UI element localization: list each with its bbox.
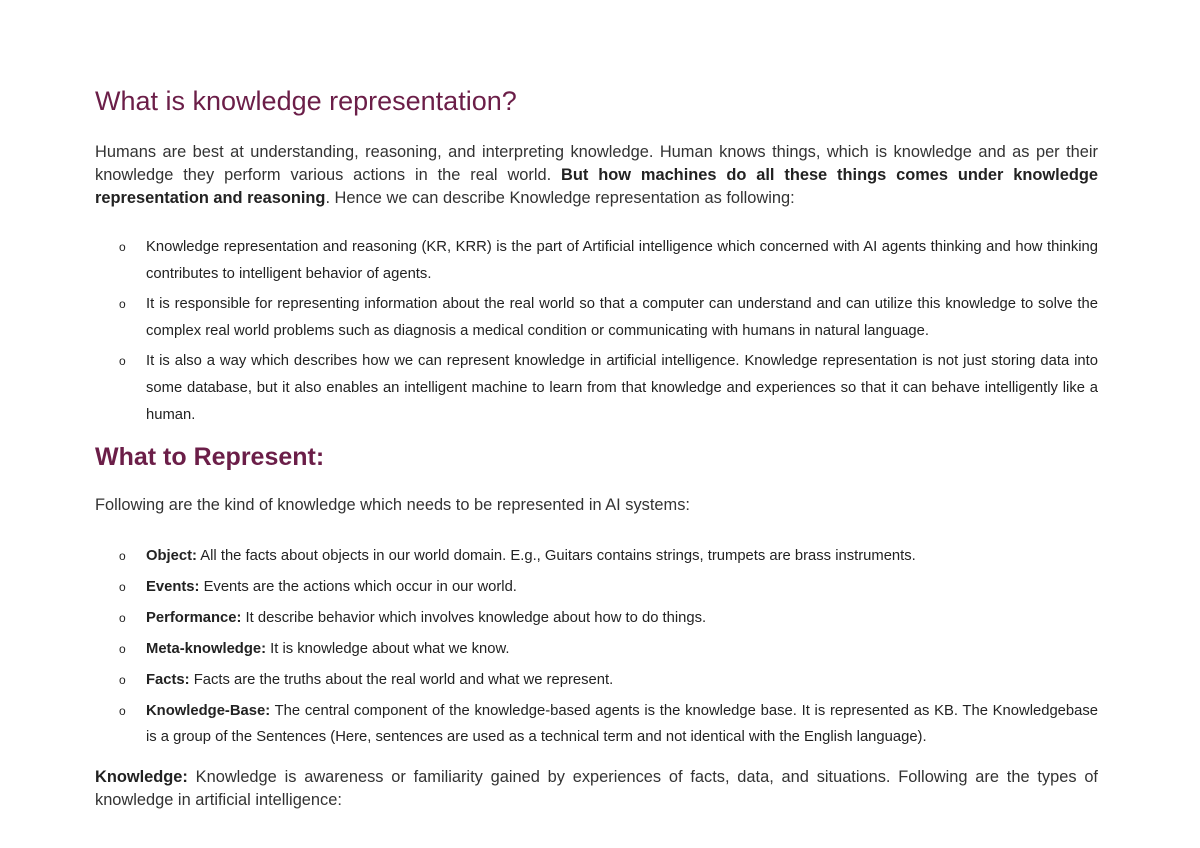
list-item-term: Facts: xyxy=(146,672,190,688)
list-item-text: Events are the actions which occur in our world. xyxy=(199,579,517,595)
list-item-text: Facts are the truths about the real world and what we represent. xyxy=(189,672,614,688)
bullet-marker: o xyxy=(119,240,126,254)
bullet-marker: o xyxy=(119,673,126,687)
intro-text-2: . Hence we can describe Knowledge representation as following: xyxy=(325,189,795,207)
list-item xyxy=(95,605,1098,631)
intro-text-1: Humans are best at understanding, reasoning, and interpreting knowledge. Human knows things, which is knowledge and as per their knowledge they perform various actions in the real world. xyxy=(95,143,1098,184)
list-item xyxy=(95,667,1098,693)
list-item-term: Object: xyxy=(146,548,197,564)
bullet-marker: o xyxy=(119,580,126,594)
list-item-term: Knowledge-Base: xyxy=(146,703,271,719)
bullet-marker: o xyxy=(119,611,126,625)
bullet-marker: o xyxy=(119,354,126,368)
intro-bold-text: But how machines do all these things comes under knowledge representation and reasoning xyxy=(95,166,1098,207)
list-item-text: It describe behavior which involves knowledge about how to do things. xyxy=(241,610,707,626)
knowledge-text: Knowledge is awareness or familiarity gained by experiences of facts, data, and situations. Following are the types of knowledge in artificial intelligence: xyxy=(95,768,1098,809)
bullet-marker: o xyxy=(119,549,126,563)
page-title: What is knowledge representation? xyxy=(95,86,517,116)
list-item xyxy=(95,543,1098,569)
knowledge-paragraph xyxy=(95,766,1098,812)
knowledge-term: Knowledge: xyxy=(95,768,188,786)
list-item-term: Events: xyxy=(146,579,200,595)
list-item xyxy=(95,574,1098,600)
list-item xyxy=(95,636,1098,662)
list-item-text: It is knowledge about what we know. xyxy=(266,641,510,657)
list-item-text: All the facts about objects in our world domain. E.g., Guitars contains strings, trumpets are brass instruments. xyxy=(196,548,916,564)
list-item-text: It is responsible for representing information about the real world so that a computer can understand and can utilize this knowledge to solve the complex real world problems such as diagnosis a medical condition or communicating with humans in natural language. xyxy=(146,296,1098,339)
list-item-text: It is also a way which describes how we can represent knowledge in artificial intelligence. Knowledge representation is not just storing data into some database, but it also enables an intelligent machine to learn from that knowledge and experiences so that it can behave intelligently like a human. xyxy=(146,353,1098,423)
list-item-term: Performance: xyxy=(146,610,242,626)
list-item xyxy=(95,348,1098,429)
knowledge-kinds-list xyxy=(95,543,1098,755)
list-item xyxy=(95,234,1098,288)
intro-paragraph xyxy=(95,141,1098,210)
list-item xyxy=(95,698,1098,750)
list-item-term: Meta-knowledge: xyxy=(146,641,267,657)
representation-bullet-list xyxy=(95,234,1098,432)
list-item-text: The central component of the knowledge-based agents is the knowledge base. It is represented as KB. The Knowledgebase is a group of the Sentences (Here, sentences are used as a technical term and not identical with the English language). xyxy=(146,703,1098,745)
bullet-marker: o xyxy=(119,642,126,656)
bullet-marker: o xyxy=(119,297,126,311)
section-heading: What to Represent: xyxy=(95,443,325,471)
list-item-text: Knowledge representation and reasoning (KR, KRR) is the part of Artificial intelligence which concerned with AI agents thinking and how thinking contributes to intelligent behavior of agents. xyxy=(146,239,1098,282)
list-item xyxy=(95,291,1098,345)
bullet-marker: o xyxy=(119,704,126,718)
section-intro-paragraph: Following are the kind of knowledge which needs to be represented in AI systems: xyxy=(95,496,690,514)
